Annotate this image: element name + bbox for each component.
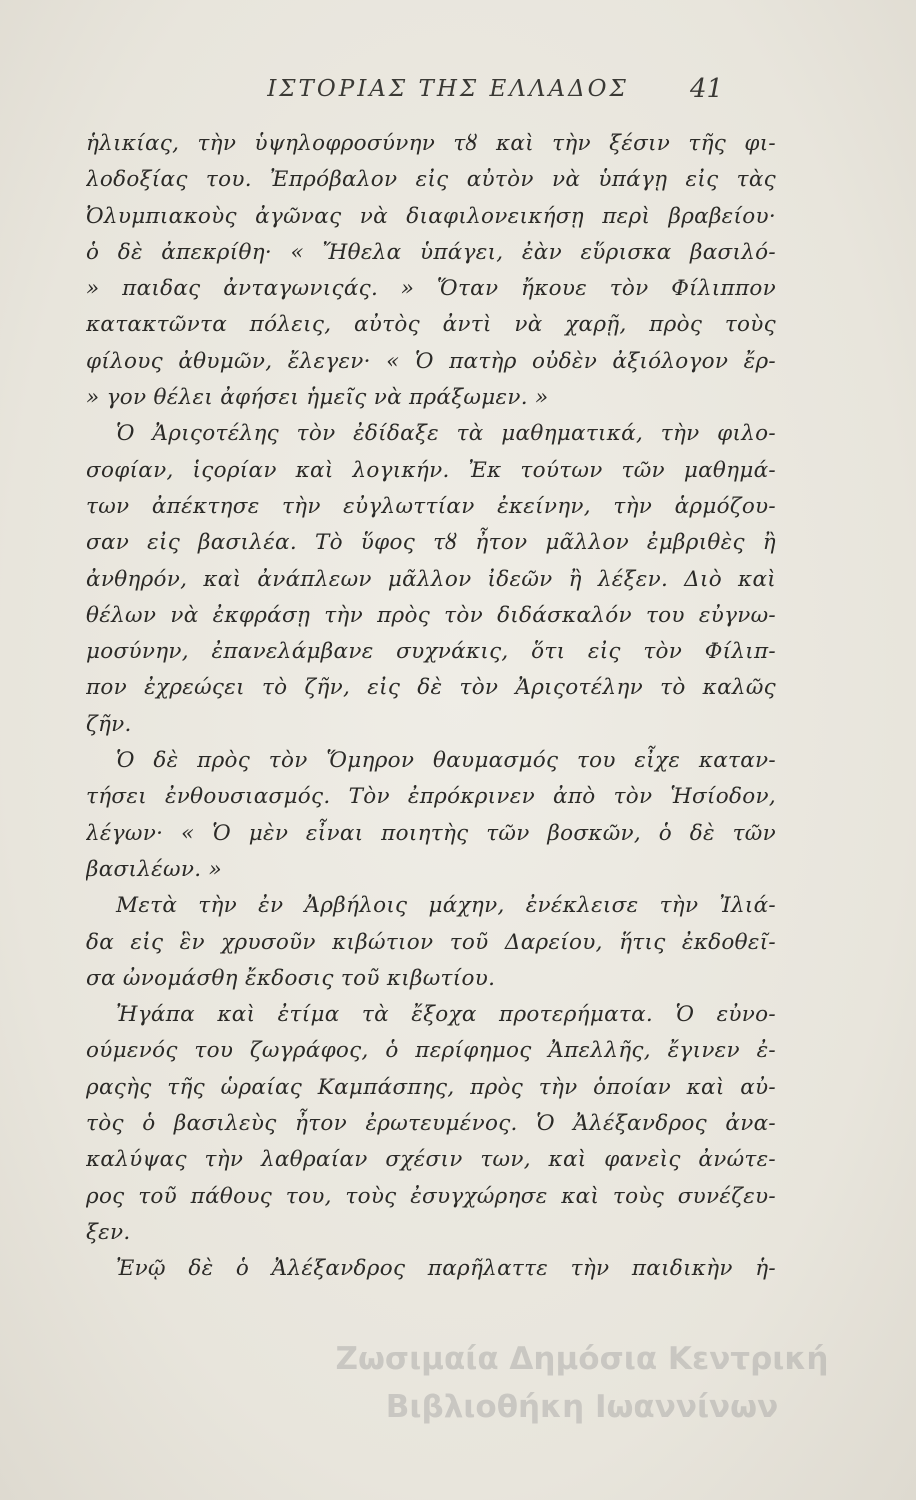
text-line: θέλων νὰ ἐκφράσῃ τὴν πρὸς τὸν διδάσκαλόν του εὐγνω- xyxy=(86,602,776,628)
page-number: 41 xyxy=(690,74,724,104)
text-line: σαν εἰς βασιλέα. Τὸ ὕφος τȣ ἦτον μᾶλλον ἐμβριθὲς ἢ xyxy=(86,530,776,556)
library-watermark xyxy=(282,1335,882,1431)
text-line: καλύψας τὴν λαθραίαν σχέσιν των, καὶ φανεὶς ἀνώτε- xyxy=(86,1147,776,1173)
watermark-line: Ζωσιμαία Δημόσια Κεντρική xyxy=(335,1341,829,1377)
text-line: βασιλέων. » xyxy=(86,856,222,882)
text-line: δα εἰς ἓν χρυσοῦν κιβώτιον τοῦ Δαρείου, ἥτις ἐκδοθεῖ- xyxy=(86,929,776,955)
text-line: ἀνθηρόν, καὶ ἀνάπλεων μᾶλλον ἰδεῶν ἢ λέξεν. Διὸ καὶ xyxy=(86,566,776,592)
text-line: των ἀπέκτησε τὴν εὐγλωττίαν ἐκείνην, τὴν ἁρμόζου- xyxy=(86,493,776,519)
text-line: λέγων· « Ὁ μὲν εἶναι ποιητὴς τῶν βοσκῶν, ὁ δὲ τῶν xyxy=(86,820,776,846)
text-line: Ὁ δὲ πρὸς τὸν Ὅμηρον θαυμασμός του εἶχε καταν- xyxy=(116,748,776,774)
watermark-line: Βιβλιοθήκη Ιωαννίνων xyxy=(385,1389,779,1425)
text-line: σοφίαν, ἱςορίαν καὶ λογικήν. Ἐκ τούτων τῶν μαθημά- xyxy=(86,457,776,483)
text-line: ζῆν. xyxy=(86,711,132,737)
text-line: ἡλικίας, τὴν ὑψηλοφροσύνην τȣ καὶ τὴν ξέσιν τῆς φι- xyxy=(86,131,776,156)
text-line: ραςὴς τῆς ὡραίας Καμπάσπης, πρὸς τὴν ὁποίαν καὶ αὐ- xyxy=(86,1074,776,1100)
text-line: μοσύνην, ἐπανελάμβανε συχνάκις, ὅτι εἰς τὸν Φίλιπ- xyxy=(86,639,776,665)
text-line: Μετὰ τὴν ἐν Ἀρβήλοις μάχην, ἐνέκλεισε τὴν Ἰλιά- xyxy=(116,893,776,919)
text-line: τήσει ἐνθουσιασμός. Τὸν ἐπρόκρινεν ἀπὸ τὸν Ἡσίοδον, xyxy=(86,784,776,810)
text-line: Ὀλυμπιακοὺς ἀγῶνας νὰ διαφιλονεικήσῃ περὶ βραβείου· xyxy=(86,203,776,229)
text-line: φίλους ἀθυμῶν, ἔλεγεν· « Ὁ πατὴρ οὐδὲν ἀξιόλογον ἔρ- xyxy=(86,348,776,374)
text-line: ξεν. xyxy=(86,1219,131,1245)
text-line: ούμενός του ζωγράφος, ὁ περίφημος Ἀπελλῆς, ἔγινεν ἐ- xyxy=(86,1038,776,1064)
text-line: κατακτῶντα πόλεις, αὐτὸς ἀντὶ νὰ χαρῇ, πρὸς τοὺς xyxy=(86,312,776,338)
text-line: » γον θέλει ἀφήσει ἡμεῖς νὰ πράξωμεν. » xyxy=(86,385,549,411)
text-line: ὁ δὲ ἀπεκρίθη· « Ἤθελα ὑπάγει, ἐὰν εὕρισκα βασιλό- xyxy=(86,239,776,265)
text-line: τὸς ὁ βασιλεὺς ἦτον ἐρωτευμένος. Ὁ Ἀλέξανδρος ἀνα- xyxy=(86,1111,776,1137)
body-text xyxy=(86,126,776,1288)
text-line: » παιδας ἀνταγωνιςάς. » Ὅταν ἤκουε τὸν Φίλιππον xyxy=(86,276,776,302)
running-title: ΙΣΤΟΡΙΑΣ ΤΗΣ ΕΛΛΑΔΟΣ xyxy=(267,76,629,102)
text-line: σα ὠνομάσθη ἔκδοσις τοῦ κιβωτίου. xyxy=(86,965,496,991)
text-line: πον ἐχρεώςει τὸ ζῆν, εἰς δὲ τὸν Ἀριςοτέλην τὸ καλῶς xyxy=(86,675,776,701)
text-line: Ἐνῷ δὲ ὁ Ἀλέξανδρος παρῆλαττε τὴν παιδικὴν ἡ- xyxy=(116,1256,776,1282)
text-line: ρος τοῦ πάθους του, τοὺς ἐσυγχώρησε καὶ τοὺς συνέζευ- xyxy=(86,1183,776,1209)
text-line: Ἠγάπα καὶ ἐτίμα τὰ ἔξοχα προτερήματα. Ὁ εὐνο- xyxy=(116,1002,776,1028)
text-line: Ὁ Ἀριςοτέλης τὸν ἐδίδαξε τὰ μαθηματικά, τὴν φιλο- xyxy=(116,421,776,447)
text-line: λοδοξίας του. Ἐπρόβαλον εἰς αὐτὸν νὰ ὑπάγῃ εἰς τὰς xyxy=(86,167,776,193)
